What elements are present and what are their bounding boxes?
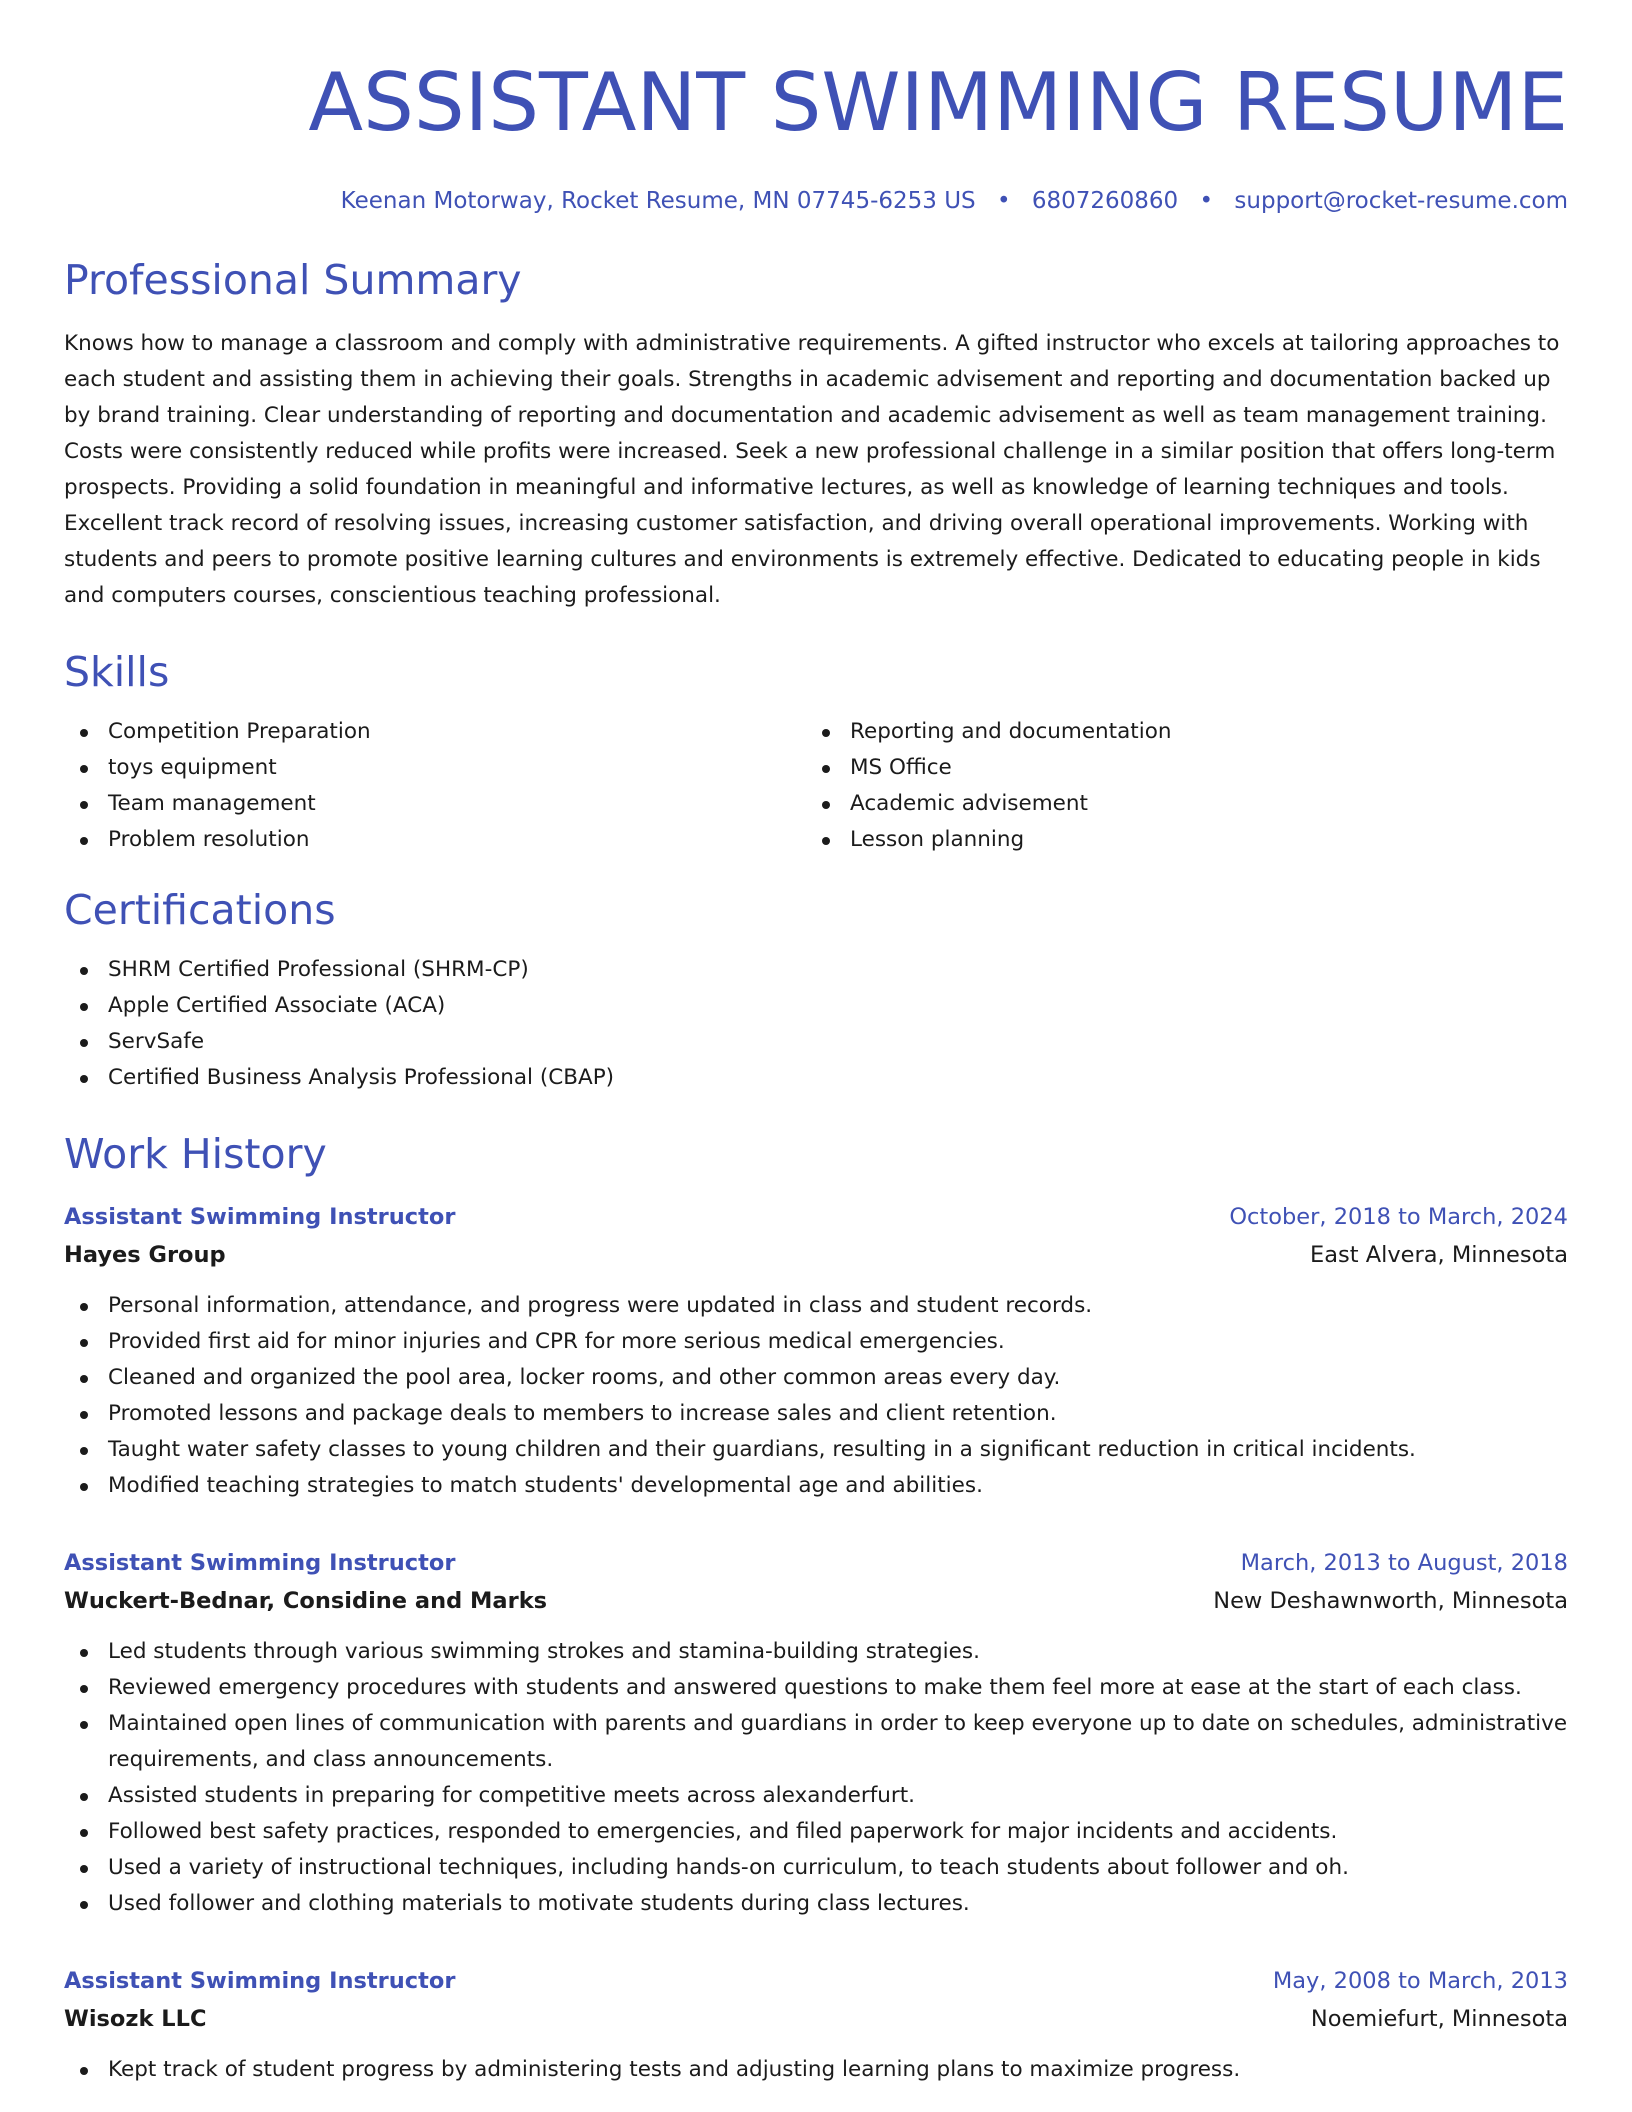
certifications-section — [64, 886, 1568, 1096]
skill-item: Problem resolution — [64, 822, 806, 858]
resume-header — [64, 58, 1568, 216]
job-company: Wisozk LLC — [64, 2006, 207, 2032]
job-company: Hayes Group — [64, 1242, 226, 1268]
work-history-section — [64, 1130, 1568, 2088]
job-header-row — [64, 1544, 1568, 1582]
certification-item: ServSafe — [64, 1024, 1568, 1060]
job-entry — [64, 1544, 1568, 1922]
contact-address: Keenan Motorway, Rocket Resume, MN 07745-6253 US — [340, 188, 976, 214]
job-duty: Used follower and clothing materials to motivate students during class lectures. — [64, 1886, 1568, 1922]
contact-email: support@rocket-resume.com — [1234, 188, 1568, 214]
summary-text: Knows how to manage a classroom and comply with administrative requirements. A gifted instructor who excels at tailoring approaches to each student and assisting them in achieving their goals. Strengths in academic advisement and reporting and documentation backed up by brand training. Clear understanding of reporting and documentation and academic advisement as well as team management training. Costs were consistently reduced while profits were increased. Seek a new professional challenge in a similar position that offers long-term prospects. Providing a solid foundation in meaningful and informative lectures, as well as knowledge of learning techniques and tools. Excellent track record of resolving issues, increasing customer satisfaction, and driving overall operational improvements. Working with students and peers to promote positive learning cultures and environments is extremely effective. Dedicated to educating people in kids and computers courses, conscientious teaching professional. — [64, 331, 1560, 608]
job-duties-list — [64, 2052, 1568, 2088]
contact-phone: 6807260860 — [1031, 188, 1179, 214]
certification-item: Certified Business Analysis Professional (CBAP) — [64, 1060, 1568, 1096]
summary-heading: Professional Summary — [64, 256, 522, 304]
certification-item: SHRM Certified Professional (SHRM-CP) — [64, 952, 1568, 988]
work-history-heading: Work History — [64, 1130, 327, 1178]
summary-section — [64, 256, 1568, 614]
job-duty: Maintained open lines of communication with parents and guardians in order to keep everyone up to date on schedules, administrative requirements, and class announcements. — [64, 1706, 1568, 1778]
certifications-heading: Certifications — [64, 886, 336, 934]
job-title: Assistant Swimming Instructor — [64, 1204, 456, 1230]
resume-title: ASSISTANT SWIMMING RESUME — [308, 56, 1568, 149]
job-duty: Led students through various swimming strokes and stamina-building strategies. — [64, 1634, 1568, 1670]
job-dates: March, 2013 to August, 2018 — [1240, 1550, 1568, 1576]
job-duty: Modified teaching strategies to match students' developmental age and abilities. — [64, 1468, 1568, 1504]
job-header-row — [64, 1962, 1568, 2000]
job-company: Wuckert-Bednar, Considine and Marks — [64, 1588, 548, 1614]
job-duty: Promoted lessons and package deals to members to increase sales and client retention. — [64, 1396, 1568, 1432]
skill-item: Reporting and documentation — [806, 714, 1568, 750]
job-duty: Reviewed emergency procedures with students and answered questions to make them feel more at ease at the start of each class. — [64, 1670, 1568, 1706]
job-duties-list — [64, 1288, 1568, 1504]
skills-list-left — [64, 714, 806, 858]
job-duty: Assisted students in preparing for competitive meets across alexanderfurt. — [64, 1778, 1568, 1814]
skill-item: Team management — [64, 786, 806, 822]
job-duty: Followed best safety practices, responded to emergencies, and filed paperwork for major incidents and accidents. — [64, 1814, 1568, 1850]
job-duty: Personal information, attendance, and progress were updated in class and student records. — [64, 1288, 1568, 1324]
job-dates: October, 2018 to March, 2024 — [1229, 1204, 1568, 1230]
job-company-row — [64, 1582, 1568, 1620]
skills-heading: Skills — [64, 648, 170, 696]
job-duty: Cleaned and organized the pool area, locker rooms, and other common areas every day. — [64, 1360, 1568, 1396]
job-title: Assistant Swimming Instructor — [64, 1550, 456, 1576]
job-location: East Alvera, Minnesota — [1310, 1242, 1568, 1268]
job-duty: Provided first aid for minor injuries and CPR for more serious medical emergencies. — [64, 1324, 1568, 1360]
job-duty: Kept track of student progress by administering tests and adjusting learning plans to maximize progress. — [64, 2052, 1568, 2088]
job-duty: Used a variety of instructional techniques, including hands-on curriculum, to teach students about follower and oh. — [64, 1850, 1568, 1886]
skills-section — [64, 648, 1568, 858]
certifications-list — [64, 952, 1568, 1096]
job-title: Assistant Swimming Instructor — [64, 1968, 456, 1994]
job-dates: May, 2008 to March, 2013 — [1272, 1968, 1568, 1994]
contact-separator: • — [1199, 188, 1214, 214]
skills-grid — [64, 714, 1568, 858]
skill-item: Lesson planning — [806, 822, 1568, 858]
job-company-row — [64, 2000, 1568, 2038]
contact-separator: • — [996, 188, 1011, 214]
skill-item: Academic advisement — [806, 786, 1568, 822]
job-company-row — [64, 1236, 1568, 1274]
job-location: Noemiefurt, Minnesota — [1310, 2006, 1568, 2032]
skills-list-right — [806, 714, 1568, 858]
certification-item: Apple Certified Associate (ACA) — [64, 988, 1568, 1024]
job-entry — [64, 1962, 1568, 2088]
job-duties-list — [64, 1634, 1568, 1922]
skill-item: toys equipment — [64, 750, 806, 786]
skill-item: Competition Preparation — [64, 714, 806, 750]
job-header-row — [64, 1198, 1568, 1236]
job-entry — [64, 1198, 1568, 1504]
skill-item: MS Office — [806, 750, 1568, 786]
job-duty: Taught water safety classes to young children and their guardians, resulting in a significant reduction in critical incidents. — [64, 1432, 1568, 1468]
contact-line — [64, 186, 1568, 216]
job-location: New Deshawnworth, Minnesota — [1213, 1588, 1568, 1614]
